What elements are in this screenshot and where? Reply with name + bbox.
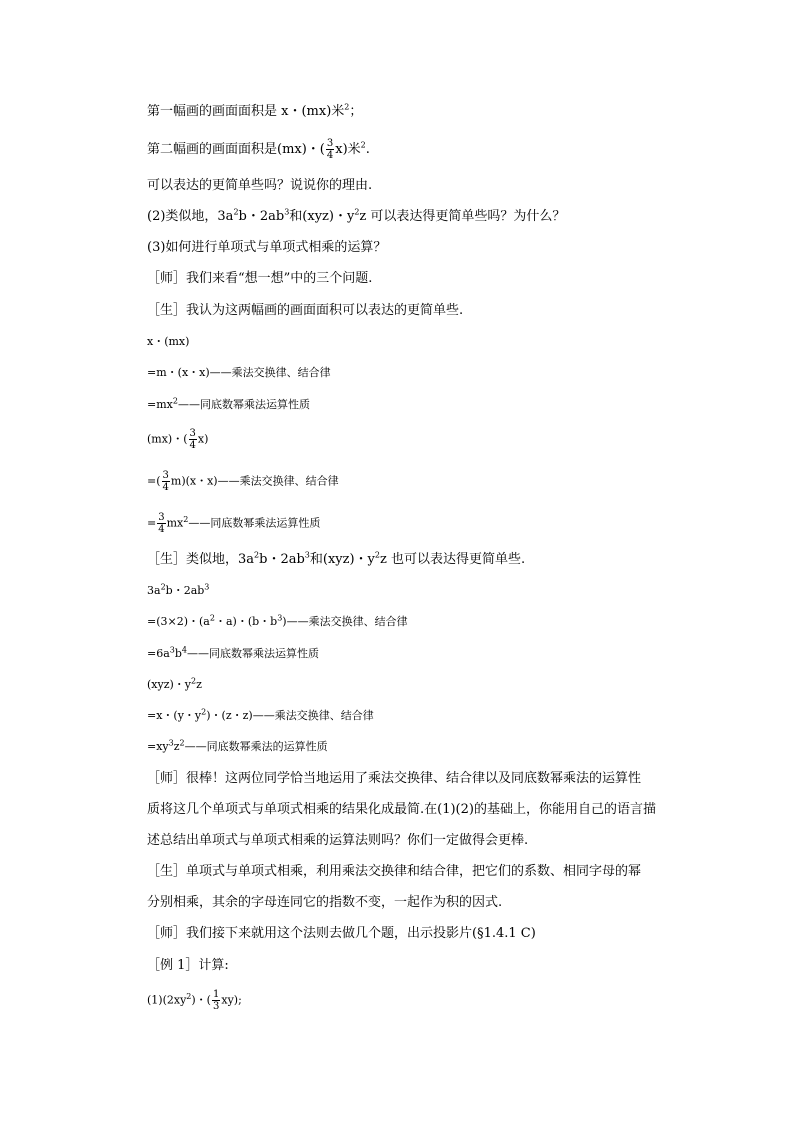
line-8: x・(mx) [147, 335, 190, 348]
line-26: ［师］我们接下来就用这个法则去做几个题，出示投影片(§1.4.1 C) [147, 926, 536, 941]
fraction: $\frac{1}{3}$ [212, 989, 220, 1012]
line-6: ［师］我们来看“想一想”中的三个问题. [147, 271, 373, 286]
line-15: $3a^2b$・$2ab^3$ [147, 582, 210, 597]
line-10: $=mx^2——$同底数幂乘法运算性质 [147, 396, 310, 411]
line-17: $=6a^3b^4——$同底数幂乘法运算性质 [147, 645, 320, 660]
line-9: =m・(x・x)——乘法交换律、结合律 [147, 366, 331, 379]
line-20: $=xy^3z^2——$同底数幂乘法的运算性质 [147, 738, 328, 753]
line-27: ［例 1］计算: [147, 958, 229, 973]
line-18: (xyz)・$y^2z$ [147, 676, 202, 691]
line-4: (2)类似地，$3a^2b$・$2ab^3$和(xyz)・$y^2z$ 可以表达得更简单些吗？为什么？ [147, 207, 566, 224]
line-24: ［生］单项式与单项式相乘，利用乘法交换律和结合律，把它们的系数、相同字母的幂 [147, 864, 642, 879]
line-19: =x・(y・$y^2$)・(z・z)——乘法交换律、结合律 [147, 707, 374, 722]
line-16: =(3×2)・($a^2$・a)・(b・$b^3)——$乘法交换律、结合律 [147, 613, 408, 628]
line-1: 第一幅画的画面面积是 x・(mx)米$^2$； [147, 102, 363, 119]
line-7: ［生］我认为这两幅画的画面面积可以表达的更简单些. [147, 303, 464, 318]
line-12: =( $\frac{3}{4}$ m)(x・x)——乘法交换律、结合律 [147, 470, 339, 493]
line-14: ［生］类似地，$3a^2b$・$2ab^3$和(xyz)・$y^2z$ 也可以表达得更简单些. [147, 550, 526, 567]
line-28: $(1)(2xy^2)$・( $\frac{1}{3}$ xy); [147, 989, 242, 1012]
line-3: 可以表达的更简单些吗？说说你的理由. [147, 178, 373, 193]
line-11: (mx)・( $\frac{3}{4}$ x) [147, 428, 209, 451]
line-13: = $\frac{3}{4}$ $mx^2——$同底数幂乘法运算性质 [147, 512, 321, 535]
line-25: 分别相乘，其余的字母连同它的指数不变，一起作为积的因式. [147, 895, 503, 910]
line-22: 质将这几个单项式与单项式相乘的结果化成最简.在(1)(2)的基础上，你能用自己的语言描 [147, 802, 656, 817]
fraction: $\frac{3}{4}$ [189, 428, 196, 451]
fraction: $\frac{3}{4}$ [162, 470, 169, 493]
line-23: 述总结出单项式与单项式相乘的运算法则吗？你们一定做得会更棒. [147, 833, 529, 848]
line-2: 第二幅画的画面面积是(mx)・( $\frac{3}{4}$ x)米$^2$. [147, 138, 370, 161]
line-5: (3)如何进行单项式与单项式相乘的运算？ [147, 240, 387, 255]
fraction: $\frac{3}{4}$ [326, 138, 334, 161]
line-21: ［师］很棒！这两位同学恰当地运用了乘法交换律、结合律以及同底数幂乘法的运算性 [147, 771, 642, 786]
fraction: $\frac{3}{4}$ [158, 512, 165, 535]
